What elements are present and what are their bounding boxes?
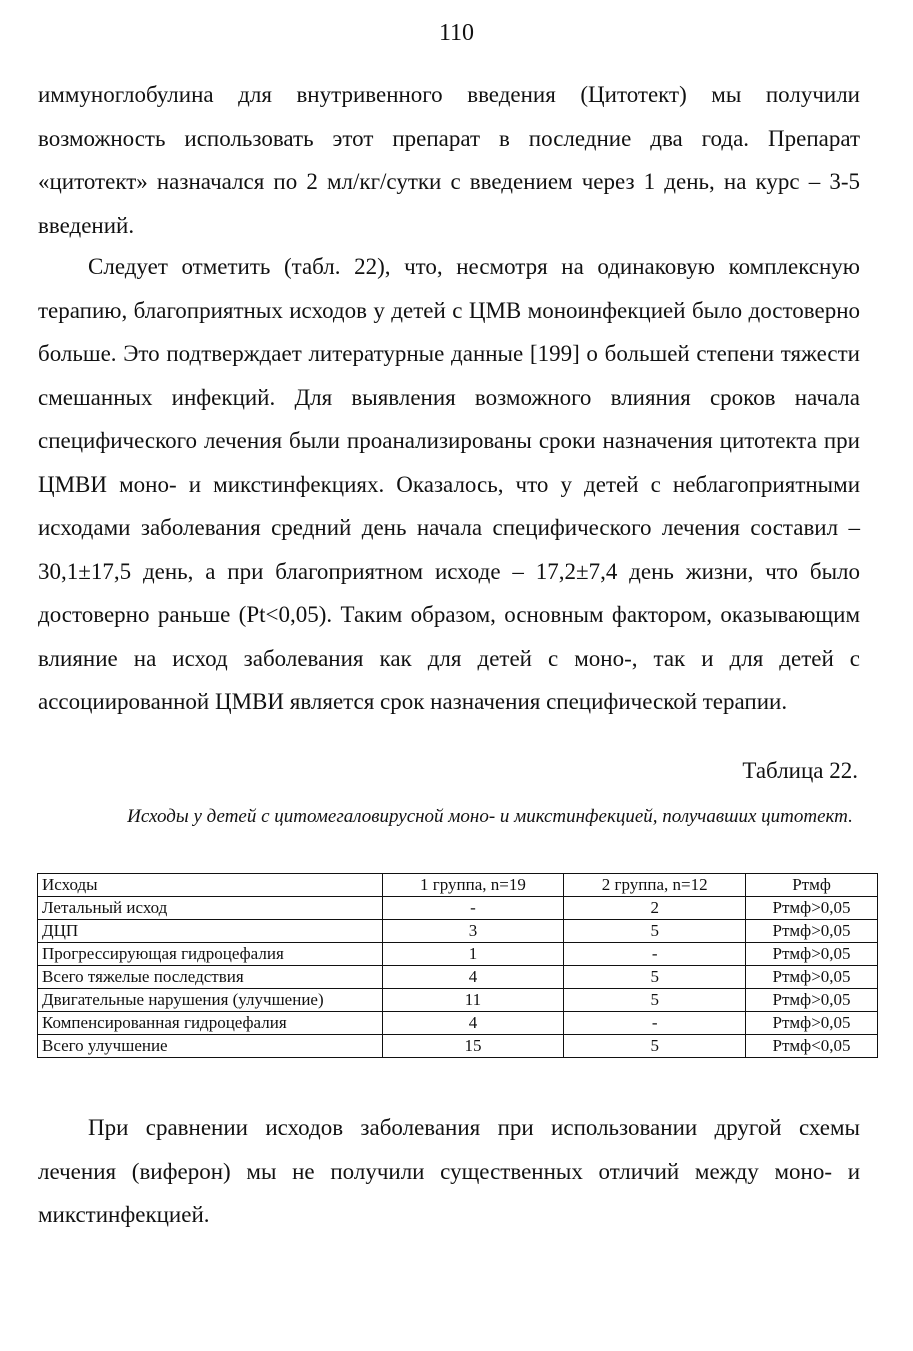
group-2-cell: - xyxy=(564,1012,746,1035)
p-value-cell: Ртмф>0,05 xyxy=(746,920,878,943)
outcome-cell: ДЦП xyxy=(38,920,383,943)
paragraph-1: иммуноглобулина для внутривенного введения (Цитотект) мы получили возможность использовать этот препарат в последние два года. Препарат «цитотект» назначался по 2 мл/кг/сутки с введением через 1 день, на курс – 3-5 введений. xyxy=(38,82,860,238)
group-1-cell: 3 xyxy=(382,920,564,943)
table-row xyxy=(38,897,878,920)
paragraph-3: При сравнении исходов заболевания при использовании другой схемы лечения (виферон) мы не получили существенных отличий между моно- и микстинфекцией. xyxy=(38,1115,860,1227)
table-label: Таблица 22. xyxy=(742,758,858,783)
group-2-cell: 2 xyxy=(564,897,746,920)
group-2-cell: 5 xyxy=(564,966,746,989)
table-row xyxy=(38,989,878,1012)
outcome-cell: Двигательные нарушения (улучшение) xyxy=(38,989,383,1012)
p-value-cell: Ртмф<0,05 xyxy=(746,1035,878,1058)
p-value-cell: Ртмф>0,05 xyxy=(746,1012,878,1035)
outcomes-table xyxy=(37,873,878,1058)
p-value-cell: Ртмф>0,05 xyxy=(746,943,878,966)
p-value-cell: Ртмф>0,05 xyxy=(746,966,878,989)
header-p-value: Ртмф xyxy=(746,874,878,897)
table-row xyxy=(38,1035,878,1058)
table-header-row xyxy=(38,874,878,897)
table-caption: Исходы у детей с цитомегаловирусной моно- и микстинфекцией, получавших цитотект. xyxy=(127,806,853,827)
group-2-cell: - xyxy=(564,943,746,966)
outcome-cell: Прогрессирующая гидроцефалия xyxy=(38,943,383,966)
page-number: 110 xyxy=(438,20,475,46)
header-outcomes: Исходы xyxy=(38,874,383,897)
group-2-cell: 5 xyxy=(564,989,746,1012)
p-value-cell: Ртмф>0,05 xyxy=(746,989,878,1012)
table-row xyxy=(38,943,878,966)
group-1-cell: 4 xyxy=(382,966,564,989)
table-row xyxy=(38,920,878,943)
group-2-cell: 5 xyxy=(564,920,746,943)
outcome-cell: Всего тяжелые последствия xyxy=(38,966,383,989)
group-1-cell: 1 xyxy=(382,943,564,966)
group-1-cell: 11 xyxy=(382,989,564,1012)
table-row xyxy=(38,1012,878,1035)
p-value-cell: Ртмф>0,05 xyxy=(746,897,878,920)
group-2-cell: 5 xyxy=(564,1035,746,1058)
group-1-cell: 4 xyxy=(382,1012,564,1035)
group-1-cell: - xyxy=(382,897,564,920)
header-group-1: 1 группа, n=19 xyxy=(382,874,564,897)
group-1-cell: 15 xyxy=(382,1035,564,1058)
outcome-cell: Летальный исход xyxy=(38,897,383,920)
table-row xyxy=(38,966,878,989)
header-group-2: 2 группа, n=12 xyxy=(564,874,746,897)
outcome-cell: Компенсированная гидроцефалия xyxy=(38,1012,383,1035)
paragraph-2: Следует отметить (табл. 22), что, несмотря на одинаковую комплексную терапию, благоприятных исходов у детей с ЦМВ моноинфекцией было достоверно больше. Это подтверждает литературные данные [199] о большей степени тяжести смешанных инфекций. Для выявления возможного влияния сроков начала специфического лечения были проанализированы сроки назначения цитотекта при ЦМВИ моно- и микстинфекциях. Оказалось, что у детей с неблагоприятными исходами заболевания средний день начала специфического лечения составил – 30,1±17,5 день, а при благоприятном исходе – 17,2±7,4 день жизни, что было достоверно раньше (Pt<0,05). Таким образом, основным фактором, оказывающим влияние на исход заболевания как для детей с моно-, так и для детей с ассоциированной ЦМВИ является срок назначения специфической терапии. xyxy=(38,254,860,714)
outcome-cell: Всего улучшение xyxy=(38,1035,383,1058)
